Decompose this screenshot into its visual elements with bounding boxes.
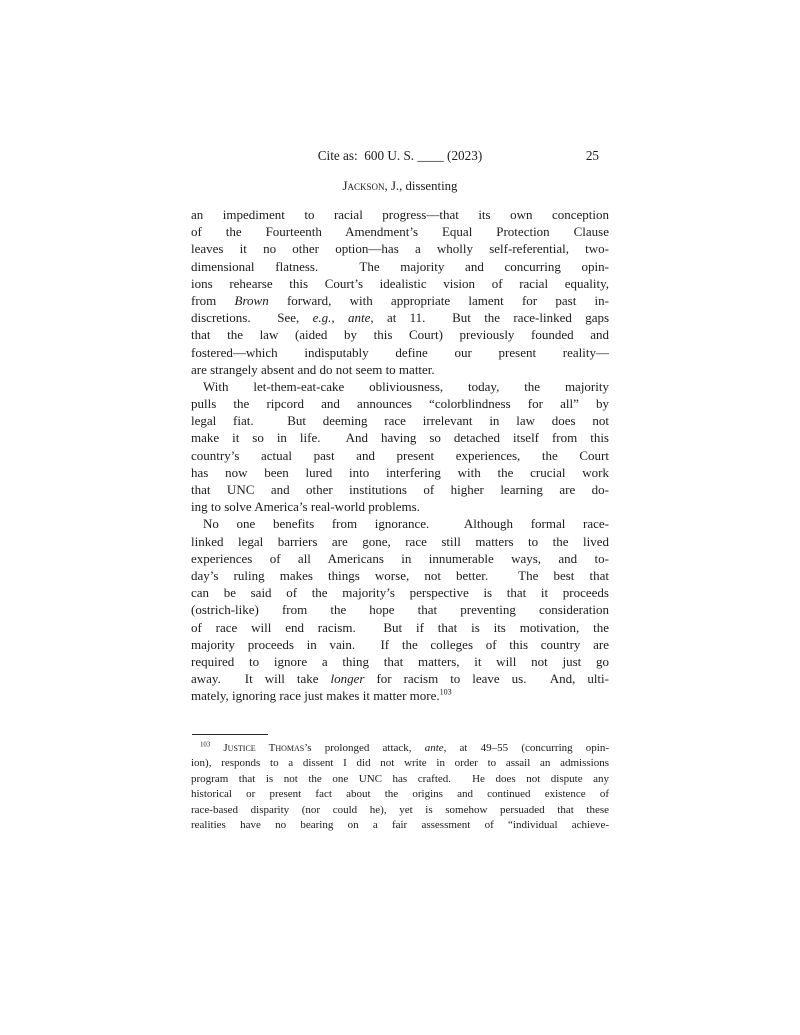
text-segment: ion), responds to a dissent I did not write in order to assail an admissions — [191, 757, 609, 770]
text-segment: , at 11. But the race-linked gaps — [370, 310, 610, 326]
text-segment: pulls the ripcord and announces “colorblindness for all” by — [191, 396, 609, 412]
text-line — [191, 206, 609, 223]
page-number: 25 — [585, 148, 599, 163]
text-segment: race-based disparity (nor could he), yet is somehow persuaded that these — [191, 803, 609, 816]
text-segment: program that is not the one UNC has crafted. He does not dispute any — [191, 772, 609, 785]
text-line — [191, 670, 609, 687]
text-line — [191, 361, 609, 378]
text-segment: day’s ruling makes things worse, not better. The best that — [191, 567, 609, 583]
text-segment: can be said of the majority’s perspective is that it proceeds — [191, 585, 609, 601]
text-segment: away. It will take — [191, 671, 331, 687]
text-segment: With let-them-eat-cake obliviousness, today, the majority — [203, 378, 609, 394]
text-segment: dimensional flatness. The majority and concurring opin- — [191, 258, 609, 274]
text-segment: country’s actual past and present experiences, the Court — [191, 447, 609, 463]
text-segment: historical or present fact about the origins and continued existence of — [191, 788, 609, 801]
text-line — [191, 344, 609, 361]
text-segment: , J., dissenting — [384, 179, 458, 193]
text-segment: that UNC and other institutions of higher learning are do- — [191, 482, 609, 497]
text-segment — [210, 742, 223, 754]
text-line — [191, 258, 609, 275]
text-line — [191, 567, 609, 584]
running-head — [191, 147, 609, 164]
text-line — [191, 550, 609, 567]
text-line — [191, 687, 609, 704]
opinion-byline — [191, 178, 609, 194]
paragraph — [191, 741, 609, 834]
text-line — [191, 464, 609, 481]
text-line — [191, 787, 609, 802]
text-segment: realities have no bearing on a fair assessment of “individual achieve- — [191, 819, 609, 832]
text-line — [191, 429, 609, 446]
text-segment: experiences of all Americans in innumerable ways, and to- — [191, 550, 609, 566]
text-segment: for racism to leave us. And, ulti- — [364, 671, 609, 687]
citation-header: Cite as: 600 U. S. ____ (2023) — [317, 148, 483, 163]
text-line — [191, 756, 609, 771]
text-line — [191, 292, 609, 309]
text-line — [191, 378, 609, 395]
text-segment: forward, with appropriate lament for past in- — [268, 292, 609, 308]
text-line — [191, 619, 609, 636]
text-segment: required to ignore a thing that matters, it will not just go — [191, 653, 609, 669]
paragraph — [191, 378, 609, 516]
text-segment: from — [191, 292, 235, 308]
text-line — [191, 772, 609, 787]
text-line — [191, 533, 609, 550]
opinion-body — [191, 206, 609, 704]
text-line — [191, 309, 609, 326]
text-line — [191, 326, 609, 343]
text-line — [191, 498, 609, 515]
text-segment: ante — [347, 310, 371, 326]
text-segment: of race will end racism. But if that is its motivation, the — [191, 619, 609, 635]
paragraph — [191, 206, 609, 378]
footnote-separator — [192, 734, 268, 735]
text-segment: ions rehearse this Court’s idealistic vision of racial equality, — [191, 275, 609, 291]
text-line — [191, 584, 609, 601]
text-segment: linked legal barriers are gone, race still matters to the lived — [191, 533, 609, 549]
text-line — [191, 636, 609, 653]
text-segment: No one benefits from ignorance. Although formal race- — [203, 516, 609, 532]
text-segment: fostered—which indisputably define our present reality— — [191, 344, 609, 360]
footnote-103 — [191, 741, 609, 834]
text-line — [191, 412, 609, 429]
text-segment: Justice Thomas — [223, 742, 305, 754]
text-segment: make it so in life. And having so detached itself from this — [191, 430, 609, 446]
footnote-marker: 103 — [439, 687, 452, 697]
text-segment: leaves it no other option—has a wholly self-referential, two- — [191, 241, 609, 257]
text-segment: an impediment to racial progress—that its own conception — [191, 207, 609, 222]
text-line — [191, 395, 609, 412]
text-segment: ante — [424, 742, 444, 754]
text-segment: legal fiat. But deeming race irrelevant in law does not — [191, 413, 609, 429]
text-line — [191, 447, 609, 464]
text-line — [191, 653, 609, 670]
text-line — [191, 818, 609, 833]
text-segment: discretions. See, — [191, 310, 313, 326]
text-segment: majority proceeds in vain. If the colleges of this country are — [191, 636, 609, 652]
text-segment: are strangely absent and do not seem to matter. — [191, 361, 435, 377]
text-line — [191, 481, 609, 498]
text-line — [191, 240, 609, 257]
text-segment: has now been lured into interfering with the crucial work — [191, 464, 609, 480]
text-segment: Brown — [234, 292, 269, 308]
text-segment: longer — [330, 671, 365, 687]
text-segment: (ostrich-like) from the hope that preventing consideration — [191, 602, 609, 618]
text-segment: , — [331, 310, 348, 326]
text-segment: e.g. — [312, 310, 332, 326]
text-segment: mately, ignoring race just makes it matter more. — [191, 688, 440, 704]
paragraph — [191, 515, 609, 704]
text-segment: ’s prolonged attack, — [304, 742, 425, 754]
text-line — [191, 741, 609, 756]
text-segment: of the Fourteenth Amendment’s Equal Protection Clause — [191, 224, 609, 240]
text-line — [191, 515, 609, 532]
text-line — [191, 223, 609, 240]
text-line — [191, 275, 609, 292]
text-segment: , at 49–55 (concurring opin- — [443, 742, 610, 754]
text-line — [191, 803, 609, 818]
text-line — [191, 601, 609, 618]
text-segment: that the law (aided by this Court) previously founded and — [191, 327, 609, 343]
footnote-marker: 103 — [200, 741, 211, 749]
text-segment: Jackson — [342, 179, 385, 193]
text-segment: ing to solve America’s real-world problems. — [191, 499, 420, 515]
